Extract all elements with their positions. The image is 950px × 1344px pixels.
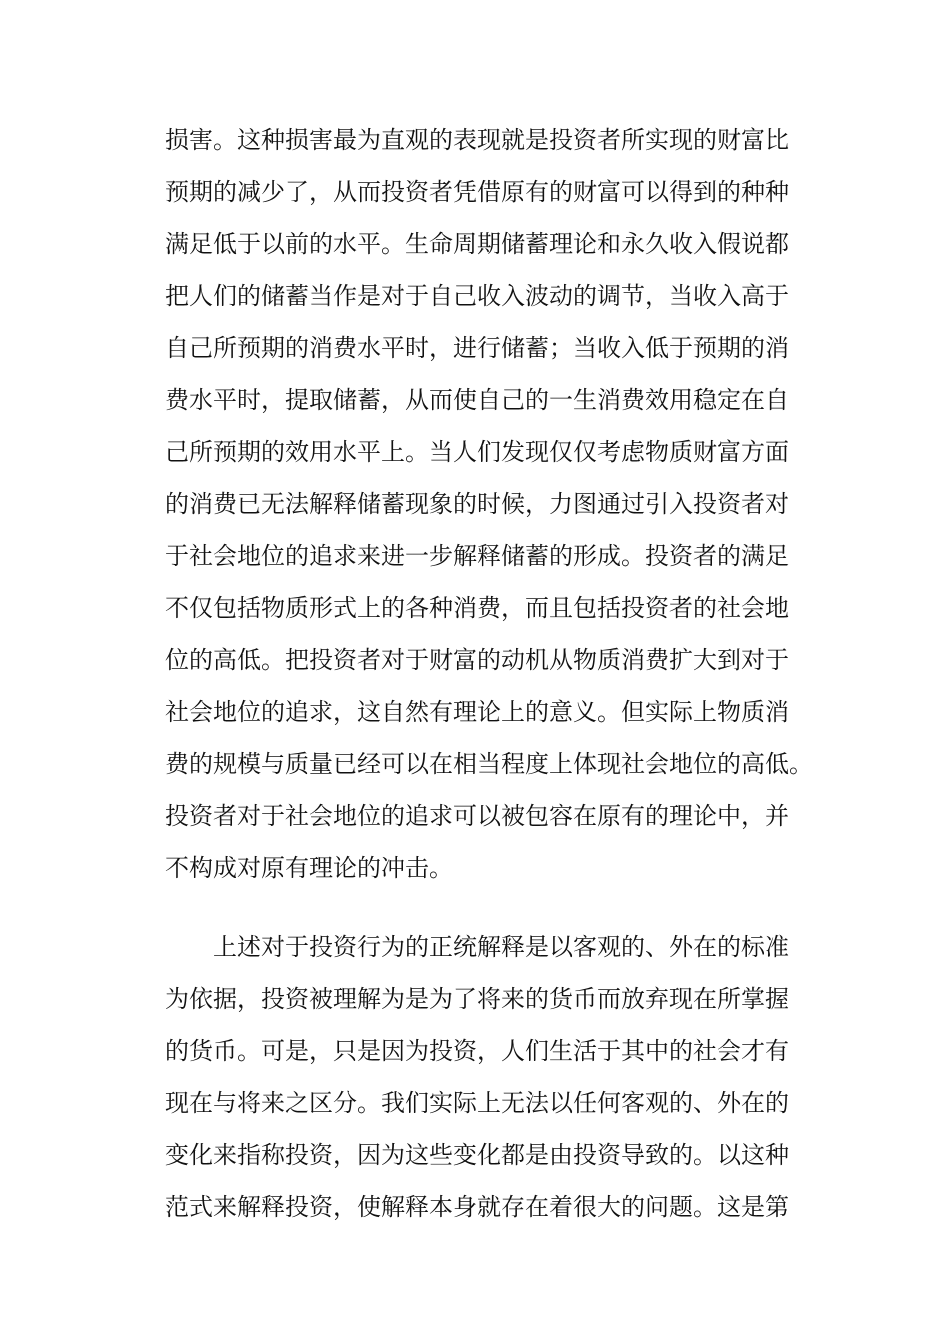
text-line: 变化来指称投资，因为这些变化都是由投资导致的。以这种 (165, 1141, 789, 1169)
text-line: 的消费已无法解释储蓄现象的时候，力图通过引入投资者对 (165, 490, 789, 518)
text-line: 社会地位的追求，这自然有理论上的意义。但实际上物质消 (165, 698, 789, 726)
text-line: 预期的减少了，从而投资者凭借原有的财富可以得到的种种 (165, 178, 789, 206)
text-line: 自己所预期的消费水平时，进行储蓄；当收入低于预期的消 (165, 334, 789, 362)
text-line: 的货币。可是，只是因为投资，人们生活于其中的社会才有 (165, 1037, 789, 1065)
text-line: 现在与将来之区分。我们实际上无法以任何客观的、外在的 (165, 1089, 789, 1117)
text-line: 不仅包括物质形式上的各种消费，而且包括投资者的社会地 (165, 594, 789, 622)
text-line-first-indented: 上述对于投资行为的正统解释是以客观的、外在的标准 (213, 933, 789, 961)
text-line: 费水平时，提取储蓄，从而使自己的一生消费效用稳定在自 (165, 386, 789, 414)
text-line: 己所预期的效用水平上。当人们发现仅仅考虑物质财富方面 (165, 438, 789, 466)
body-paragraph (165, 921, 805, 1233)
text-line: 费的规模与质量已经可以在相当程度上体现社会地位的高低。 (165, 750, 813, 778)
body-paragraph (165, 114, 813, 894)
text-line: 范式来解释投资，使解释本身就存在着很大的问题。这是第 (165, 1193, 789, 1221)
text-line: 满足低于以前的水平。生命周期储蓄理论和永久收入假说都 (165, 230, 789, 258)
text-line: 投资者对于社会地位的追求可以被包容在原有的理论中，并 (165, 802, 789, 830)
text-line: 把人们的储蓄当作是对于自己收入波动的调节，当收入高于 (165, 282, 789, 310)
text-line: 位的高低。把投资者对于财富的动机从物质消费扩大到对于 (165, 646, 789, 674)
text-line: 于社会地位的追求来进一步解释储蓄的形成。投资者的满足 (165, 542, 789, 570)
text-line: 为依据，投资被理解为是为了将来的货币而放弃现在所掌握 (165, 985, 789, 1013)
text-line: 损害。这种损害最为直观的表现就是投资者所实现的财富比 (165, 126, 789, 154)
text-line: 不构成对原有理论的冲击。 (165, 854, 453, 882)
